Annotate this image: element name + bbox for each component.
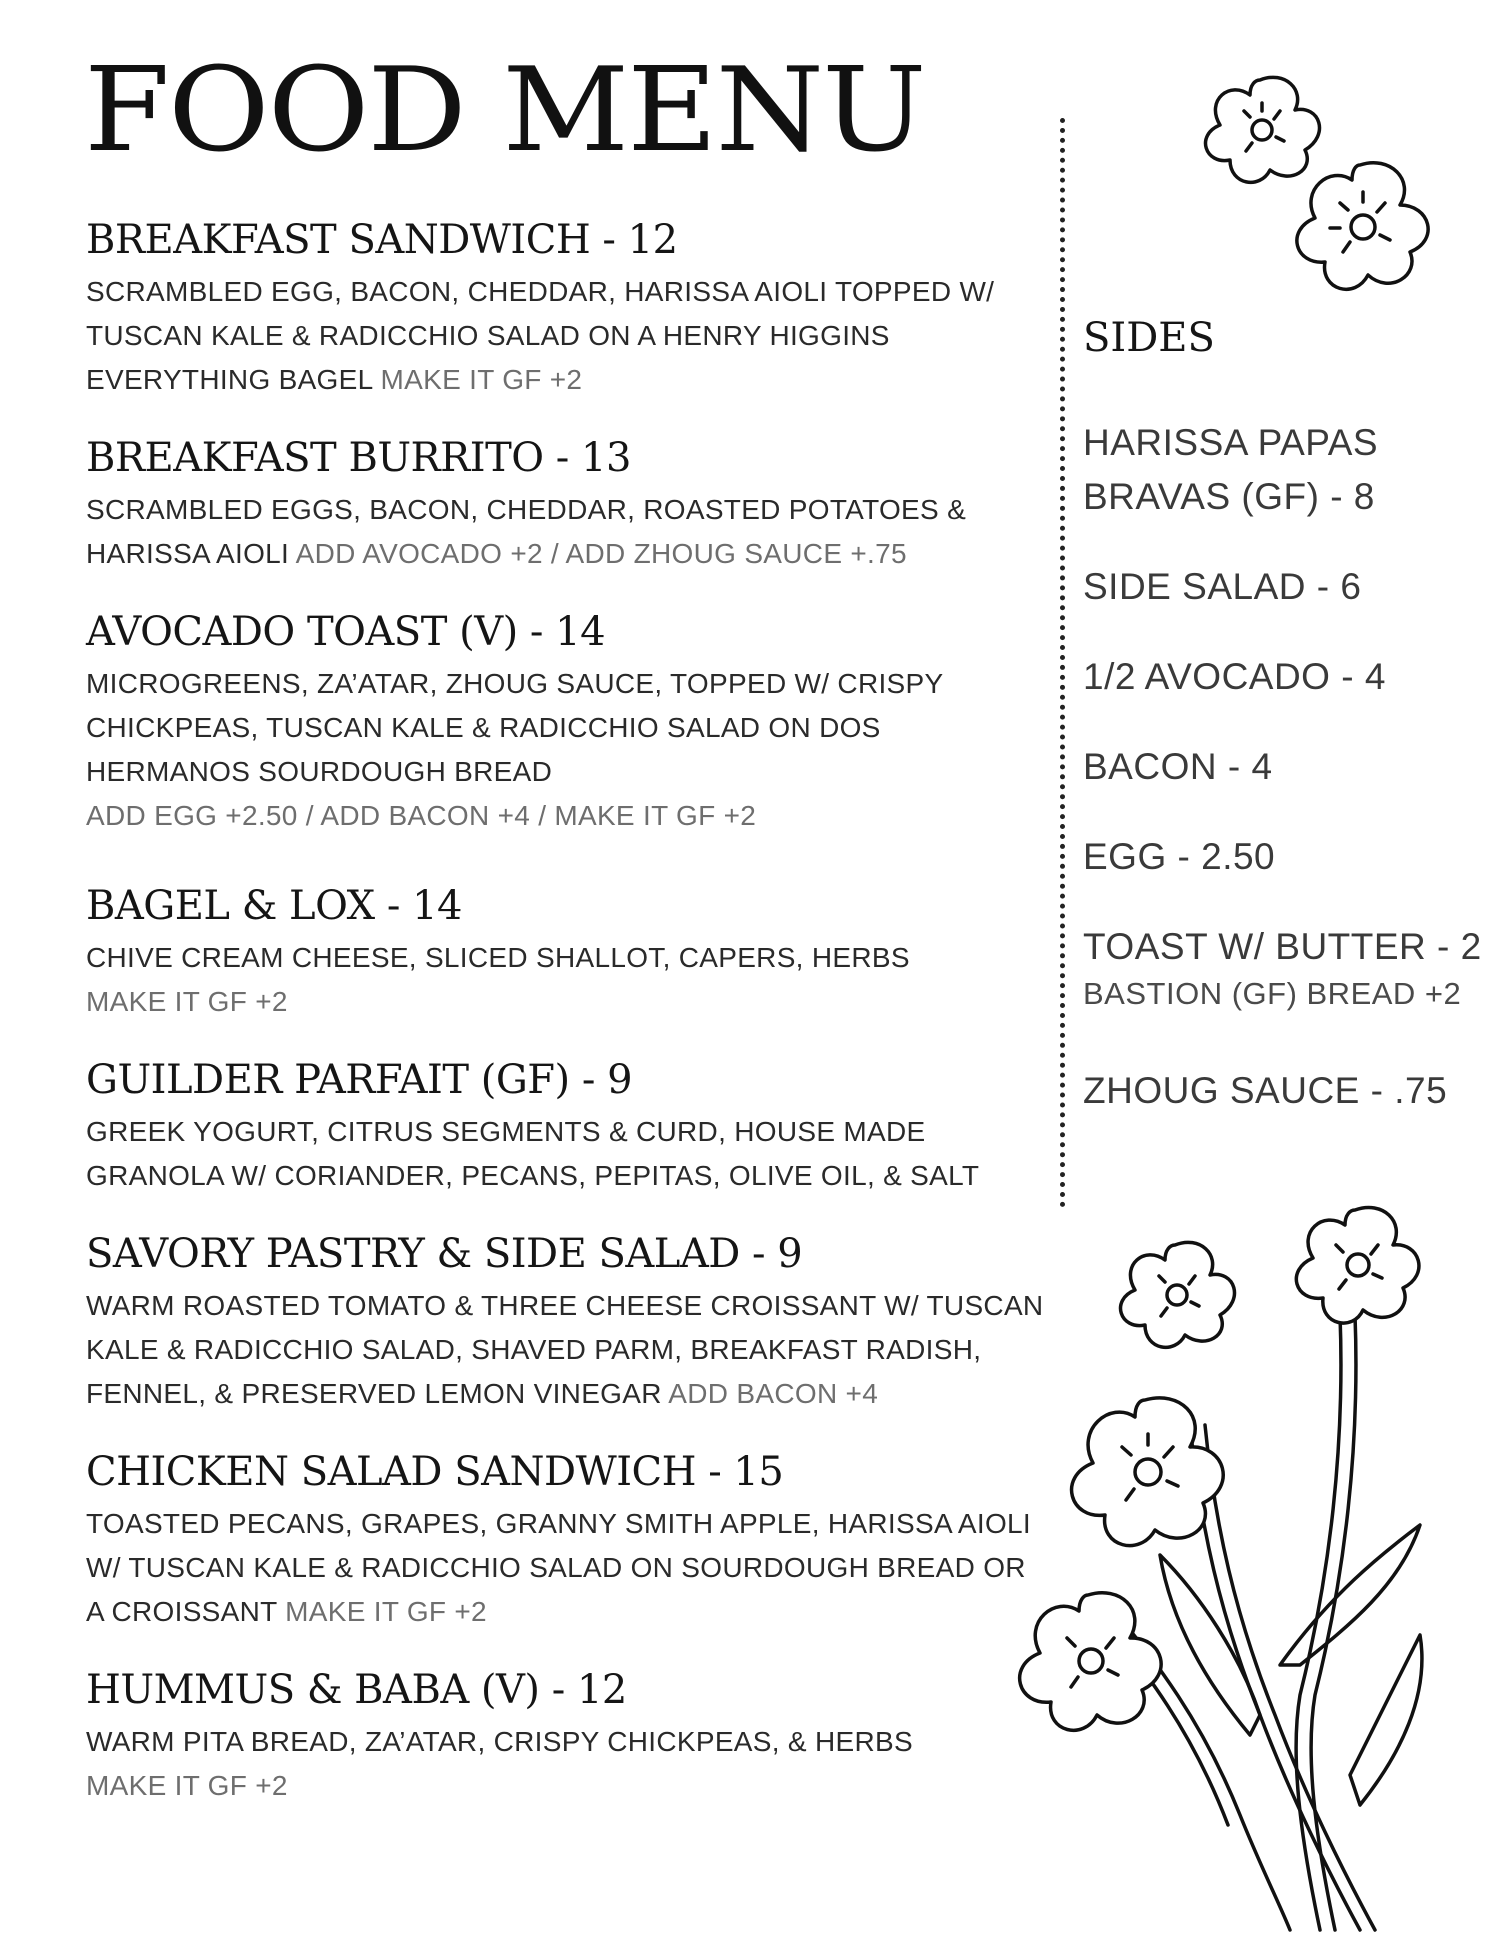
menu-item-description — [86, 270, 1046, 402]
menu-item-description — [86, 1284, 1046, 1416]
dotted-divider — [1060, 118, 1065, 1208]
menu-list — [86, 214, 1046, 1838]
side-item: SIDE SALAD - 6 — [1083, 566, 1362, 607]
side-item-note: BASTION (GF) BREAD +2 — [1083, 976, 1462, 1011]
flower-illustration-top — [1180, 70, 1480, 310]
menu-item-description: MICROGREENS, ZA’ATAR, ZHOUG SAUCE, TOPPED W/ CRISPY CHICKPEAS, TUSCAN KALE & RADICCHIO SALAD ON DOS HERMANOS SOURDOUGH BREAD — [86, 668, 943, 787]
menu-item — [86, 214, 1046, 402]
menu-item-desc-text: SCRAMBLED EGG, BACON, CHEDDAR, HARISSA AIOLI TOPPED W/ TUSCAN KALE & RADICCHIO SALAD ON A HENRY HIGGINS EVERYTHING BAGEL — [86, 276, 995, 395]
menu-item-addon: ADD EGG +2.50 / ADD BACON +4 / MAKE IT GF +2 — [86, 800, 757, 831]
menu-item-desc-text: SCRAMBLED EGGS, BACON, CHEDDAR, ROASTED POTATOES & HARISSA AIOLI — [86, 494, 967, 569]
side-item: ZHOUG SAUCE - .75 — [1083, 1070, 1448, 1111]
menu-item — [86, 1664, 1046, 1808]
flower-illustration-bottom — [1000, 1195, 1480, 1935]
menu-item-name: CHICKEN SALAD SANDWICH - 15 — [86, 1449, 784, 1495]
menu-item-desc-text: TOASTED PECANS, GRAPES, GRANNY SMITH APPLE, HARISSA AIOLI W/ TUSCAN KALE & RADICCHIO SALAD ON SOURDOUGH BREAD OR A CROISSANT — [86, 1508, 1032, 1627]
menu-item-description: GREEK YOGURT, CITRUS SEGMENTS & CURD, HOUSE MADE GRANOLA W/ CORIANDER, PECANS, PEPITAS, OLIVE OIL, & SALT — [86, 1116, 980, 1191]
menu-item-addon: MAKE IT GF +2 — [86, 1770, 288, 1801]
sides-section — [1083, 310, 1493, 1154]
menu-item-name: HUMMUS & BABA (V) - 12 — [86, 1667, 627, 1713]
menu-item-name: BREAKFAST BURRITO - 13 — [86, 435, 631, 481]
side-item — [1083, 920, 1493, 1014]
page-title: FOOD MENU — [84, 42, 925, 178]
menu-item-addon: MAKE IT GF +2 — [372, 364, 583, 395]
menu-item — [86, 432, 1046, 576]
menu-item-addon: MAKE IT GF +2 — [277, 1596, 487, 1627]
menu-item-name: BAGEL & LOX - 14 — [86, 883, 463, 929]
menu-item — [86, 1228, 1046, 1416]
menu-item-name: BREAKFAST SANDWICH - 12 — [86, 217, 678, 263]
side-item: BACON - 4 — [1083, 746, 1273, 787]
menu-item-name: SAVORY PASTRY & SIDE SALAD - 9 — [86, 1231, 803, 1277]
menu-item-desc-text: WARM ROASTED TOMATO & THREE CHEESE CROISSANT W/ TUSCAN KALE & RADICCHIO SALAD, SHAVED PARM, BREAKFAST RADISH, FENNEL, & PRESERVED LEMON VINEGAR — [86, 1290, 1044, 1409]
menu-item — [86, 1446, 1046, 1634]
side-item-label: TOAST W/ BUTTER - 2 — [1083, 926, 1482, 967]
side-item: 1/2 AVOCADO - 4 — [1083, 656, 1386, 697]
menu-item-description — [86, 1502, 1046, 1634]
menu-item-description: WARM PITA BREAD, ZA’ATAR, CRISPY CHICKPEAS, & HERBS — [86, 1726, 913, 1757]
menu-item-addon: MAKE IT GF +2 — [86, 986, 288, 1017]
menu-item — [86, 880, 1046, 1024]
menu-item-description: CHIVE CREAM CHEESE, SLICED SHALLOT, CAPERS, HERBS — [86, 942, 910, 973]
side-item: EGG - 2.50 — [1083, 836, 1276, 877]
side-item: HARISSA PAPAS BRAVAS (GF) - 8 — [1083, 422, 1379, 517]
sides-title: SIDES — [1083, 315, 1215, 361]
menu-item — [86, 1054, 1046, 1198]
menu-item-addon: ADD BACON +4 — [661, 1378, 879, 1409]
menu-item-name: AVOCADO TOAST (V) - 14 — [86, 609, 606, 655]
menu-item — [86, 606, 1046, 838]
menu-item-addon: ADD AVOCADO +2 / ADD ZHOUG SAUCE +.75 — [289, 538, 907, 569]
menu-item-description — [86, 488, 1046, 576]
menu-item-name: GUILDER PARFAIT (GF) - 9 — [86, 1057, 633, 1103]
